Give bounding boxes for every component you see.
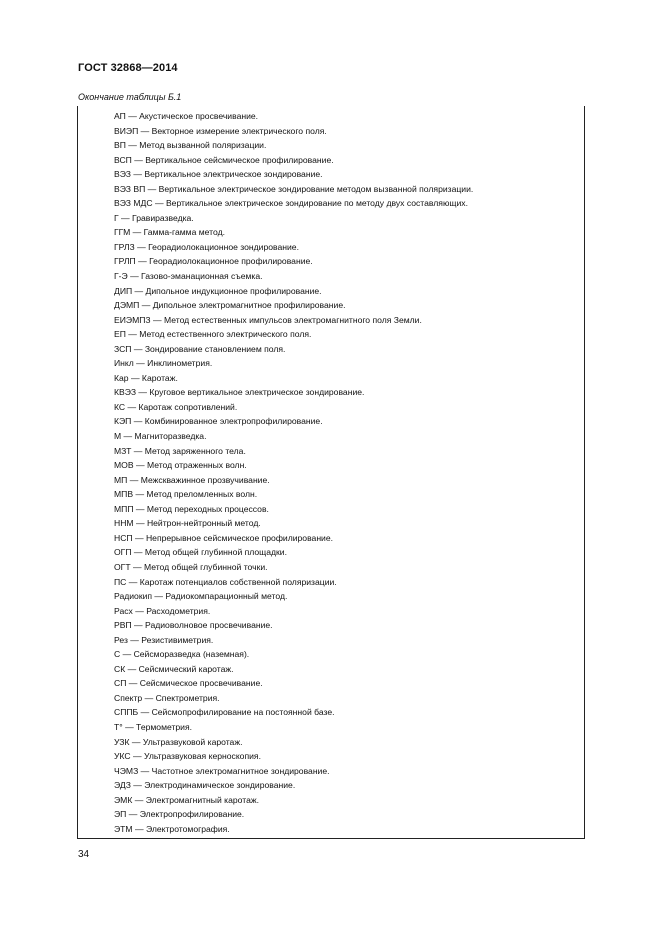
list-item: Инкл — Инклинометрия. <box>114 358 213 369</box>
list-item: НСП — Непрерывное сейсмическое профилирование. <box>114 532 334 543</box>
list-item: С — Сейсморазведка (наземная). <box>114 649 250 660</box>
list-item: ОГТ — Метод общей глубинной точки. <box>114 561 268 572</box>
list-item: МП — Межскважинное прозвучивание. <box>114 474 270 485</box>
list-item: МОВ — Метод отраженных волн. <box>114 460 247 471</box>
list-item: ВИЭП — Векторное измерение электрического поля. <box>114 125 327 136</box>
list-item: СК — Сейсмический каротаж. <box>114 663 234 674</box>
list-item: М — Магниторазведка. <box>114 431 207 442</box>
list-item: ЕП — Метод естественного электрического поля. <box>114 329 312 340</box>
list-item: Спектр — Спектрометрия. <box>114 692 220 703</box>
page-number: 34 <box>78 849 90 860</box>
abbreviation-list <box>114 109 473 836</box>
document-title: ГОСТ 32868—2014 <box>78 62 178 74</box>
list-item: ЭТМ — Электротомография. <box>114 823 230 834</box>
list-item: ЗСП — Зондирование становлением поля. <box>114 343 286 354</box>
list-item: ПС — Каротаж потенциалов собственной поляризации. <box>114 576 337 587</box>
list-item: РВП — Радиоволновое просвечивание. <box>114 620 273 631</box>
list-item: СП — Сейсмическое просвечивание. <box>114 678 263 689</box>
list-item: СППБ — Сейсмопрофилирование на постоянной базе. <box>114 707 335 718</box>
list-item: КВЭЗ — Круговое вертикальное электрическое зондирование. <box>114 387 365 398</box>
list-item: Кар — Каротаж. <box>114 372 178 383</box>
list-item: Радиокип — Радиокомпарационный метод. <box>114 591 288 602</box>
list-item: ННМ — Нейтрон-нейтронный метод. <box>114 518 261 529</box>
list-item: ЧЭМЗ — Частотное электромагнитное зондирование. <box>114 765 330 776</box>
list-item: КС — Каротаж сопротивлений. <box>114 401 238 412</box>
list-item: ВЭЗ ВП — Вертикальное электрическое зондирование методом вызванной поляризации. <box>114 183 474 194</box>
list-item: ДИП — Дипольное индукционное профилирование. <box>114 285 322 296</box>
list-item: АП — Акустическое просвечивание. <box>114 111 259 121</box>
list-item: ГГМ — Гамма-гамма метод. <box>114 227 225 238</box>
list-item: Г — Гравиразведка. <box>114 212 194 223</box>
list-item: УКС — Ультразвуковая керноскопия. <box>114 751 261 762</box>
list-item: ГРЛЗ — Георадиолокационное зондирование. <box>114 241 299 252</box>
list-item: ДЭМП — Дипольное электромагнитное профилирование. <box>114 300 346 311</box>
list-item: ЭМК — Электромагнитный каротаж. <box>114 794 260 805</box>
list-item: ЭП — Электропрофилирование. <box>114 809 245 820</box>
list-item: Т° — Термометрия. <box>114 721 193 732</box>
table-caption: Окончание таблицы Б.1 <box>78 92 182 102</box>
list-item: МПП — Метод переходных процессов. <box>114 503 269 514</box>
list-item: КЭП — Комбинированное электропрофилирование. <box>114 416 323 427</box>
list-item: МПВ — Метод преломленных волн. <box>114 489 258 500</box>
list-item: ГРЛП — Георадиолокационное профилирование. <box>114 256 313 267</box>
list-item: ЭДЗ — Электродинамическое зондирование. <box>114 780 296 791</box>
list-item: ЕИЭМПЗ — Метод естественных импульсов электромагнитного поля Земли. <box>114 314 422 325</box>
list-item: ОГП — Метод общей глубинной площадки. <box>114 547 287 558</box>
list-item: ВП — Метод вызванной поляризации. <box>114 140 267 151</box>
list-item: Г-Э — Газово-эманационная съемка. <box>114 271 263 282</box>
list-item: Расх — Расходометрия. <box>114 605 211 616</box>
list-item: Рез — Резистивиметрия. <box>114 634 214 645</box>
list-item: УЗК — Ультразвуковой каротаж. <box>114 736 243 747</box>
list-item: МЗТ — Метод заряженного тела. <box>114 445 246 456</box>
list-item: ВСП — Вертикальное сейсмическое профилирование. <box>114 154 334 165</box>
list-item: ВЭЗ МДС — Вертикальное электрическое зондирование по методу двух составляющих. <box>114 198 468 209</box>
list-item: ВЭЗ — Вертикальное электрическое зондирование. <box>114 169 323 180</box>
